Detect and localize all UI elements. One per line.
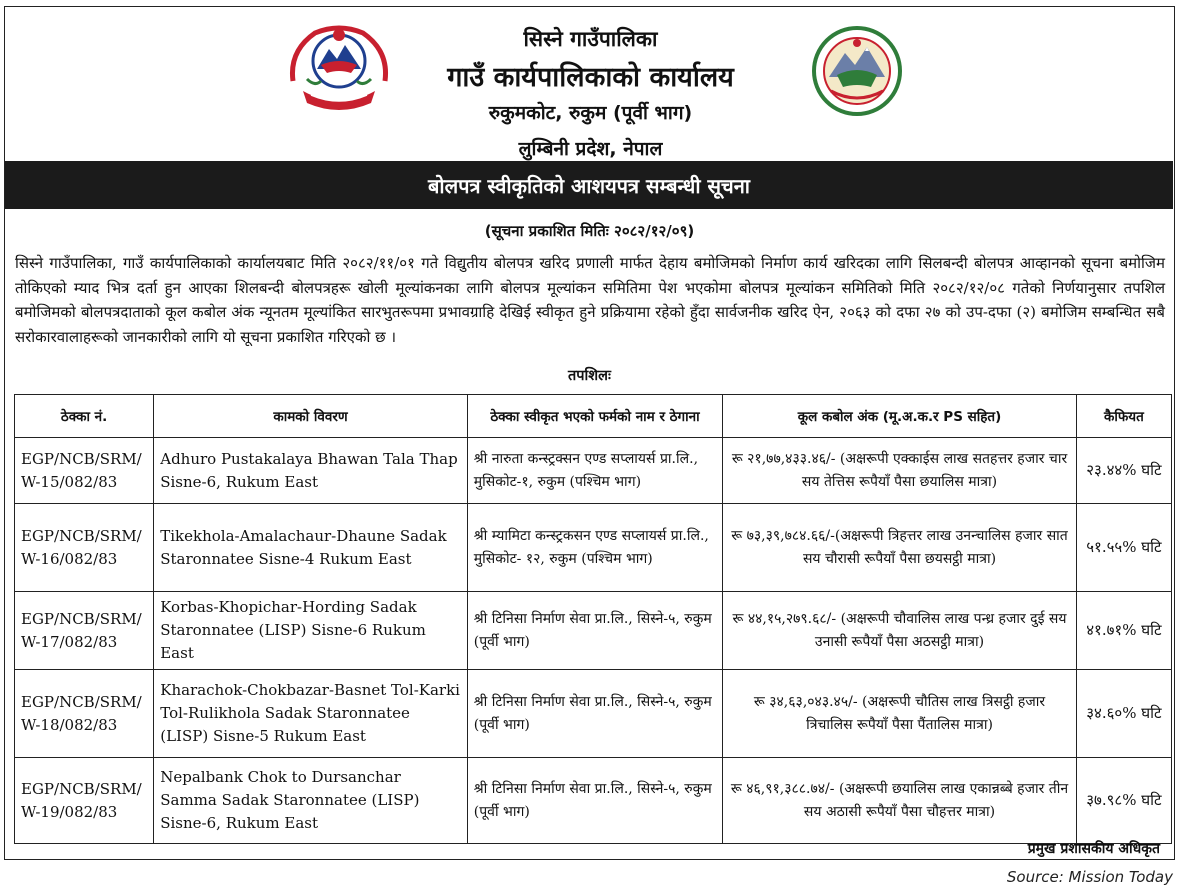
notice-body: सिस्ने गाउँपालिका, गाउँ कार्यपालिकाको कार्यालयबाट मिति २०८२/११/०१ गते विद्युतीय बोलपत्र खरिद प्रणाली मार्फत देहाय बमोजिमको निर्माण कार्य खरिदका लागि सिलबन्दी बोलपत्र आव्हानको सूचना बमोजिम तोकिएको म्याद भित्र दर्ता हुन आएका शिलबन्दी बोलपत्रहरू खोली मूल्यांकनका लागि बोलपत्र मूल्यांकन समितिमा पेश भएकोमा बोलपत्र मूल्यांकन समितिको मिति २०८२/१२/०८ गतेको निर्णयानुसार तपशिल बमोजिमको बोलपत्रदाताको कूल कबोल अंक न्यूनतम मूल्यांकित सारभुतरूपमा प्रभावग्राहि देखिई स्वीकृत हुने प्रक्रियामा रहेको हुँदा सार्वजनीक खरिद ऐन, २०६३ को दफा २७ को उप-दफा (२) बमोजिम सम्बन्धित सबै सरोकारवालाहरूको जानकारीको लागि यो सूचना प्रकाशित गरिएको छ ।	[15, 254, 1165, 346]
notice-title-banner	[5, 161, 1173, 209]
cell-work: Adhuro Pustakalaya Bhawan Tala Thap Sisne-6, Rukum East	[154, 438, 468, 504]
cell-contract-no: EGP/NCB/SRM/ W-17/082/83	[15, 592, 154, 670]
header-contract-no: ठेक्का नं.	[15, 395, 154, 438]
cell-firm: श्री टिनिसा निर्माण सेवा प्रा.लि., सिस्ने-५, रुकुम (पूर्वी भाग)	[467, 592, 722, 670]
office-name: गाउँ कार्यपालिकाको कार्यालय	[447, 62, 734, 93]
signatory-title: प्रमुख प्रशासकीय अधिकृत	[1027, 841, 1160, 857]
notice-frame	[4, 6, 1175, 860]
table-row	[15, 504, 1172, 592]
contract-table	[14, 394, 1172, 844]
cell-work: Nepalbank Chok to Dursanchar Samma Sadak Staronnatee (LISP) Sisne-6, Rukum East	[154, 758, 468, 844]
cell-contract-no: EGP/NCB/SRM/ W-18/082/83	[15, 670, 154, 758]
cell-firm: श्री टिनिसा निर्माण सेवा प्रा.लि., सिस्ने-५, रुकुम (पूर्वी भाग)	[467, 758, 722, 844]
table-row	[15, 670, 1172, 758]
header-amount: कूल कबोल अंक (मू.अ.क.र PS सहित)	[723, 395, 1077, 438]
cell-contract-no: EGP/NCB/SRM/ W-15/082/83	[15, 438, 154, 504]
cell-remarks: ३७.९८% घटि	[1076, 758, 1171, 844]
cell-amount: रू ३४,६३,०४३.४५/- (अक्षरूपी चौतिस लाख त्रिसट्ठी हजार त्रिचालिस रूपैयाँ पैसा पैंतालिस मात्रा)	[723, 670, 1077, 758]
municipality-name: सिस्ने गाउँपालिका	[523, 27, 658, 51]
notice-title: बोलपत्र स्वीकृतिको आशयपत्र सम्बन्धी सूचना	[428, 173, 750, 198]
table-row	[15, 592, 1172, 670]
header-remarks: कैफियत	[1076, 395, 1171, 438]
cell-amount: रू ७३,३९,७८४.६६/-(अक्षरूपी त्रिहत्तर लाख उनन्चालिस हजार सात सय चौरासी रूपैयाँ पैसा छयसट्ठी मात्रा)	[723, 504, 1077, 592]
sisne-rural-municipality-seal-icon	[811, 25, 903, 117]
cell-amount: रू ४६,९१,३८८.७४/- (अक्षरूपी छयालिस लाख एकान्नब्बे हजार तीन सय अठासी रूपैयाँ पैसा चौहत्तर मात्रा)	[723, 758, 1077, 844]
source-credit: Source: Mission Today	[1006, 868, 1173, 886]
cell-firm: श्री नारुता कन्स्ट्रक्सन एण्ड सप्लायर्स प्रा.लि., मुसिकोट-१, रुकुम (पश्चिम भाग)	[467, 438, 722, 504]
cell-work: Korbas-Khopichar-Hording Sadak Staronnatee (LISP) Sisne-6 Rukum East	[154, 592, 468, 670]
header-firm: ठेक्का स्वीकृत भएको फर्मको नाम र ठेगाना	[467, 395, 722, 438]
notice-header	[5, 7, 1176, 165]
cell-firm: श्री टिनिसा निर्माण सेवा प्रा.लि., सिस्ने-५, रुकुम (पूर्वी भाग)	[467, 670, 722, 758]
header-work: कामको विवरण	[154, 395, 468, 438]
cell-remarks: ४१.७१% घटि	[1076, 592, 1171, 670]
table-header-row	[15, 395, 1172, 438]
cell-amount: रू ४४,१५,२७९.६८/- (अक्षरूपी चौवालिस लाख पन्ध्र हजार दुई सय उनासी रूपैयाँ पैसा अठसट्ठी मात्रा)	[723, 592, 1077, 670]
table-row	[15, 438, 1172, 504]
cell-contract-no: EGP/NCB/SRM/ W-16/082/83	[15, 504, 154, 592]
cell-firm: श्री म्यामिटा कन्स्ट्रकसन एण्ड सप्लायर्स प्रा.लि., मुसिकोट- १२, रुकुम (पश्चिम भाग)	[467, 504, 722, 592]
cell-remarks: ३४.६०% घटि	[1076, 670, 1171, 758]
province-country: लुम्बिनी प्रदेश, नेपाल	[518, 138, 663, 160]
details-label: तपशिलः	[568, 368, 611, 384]
cell-contract-no: EGP/NCB/SRM/ W-19/082/83	[15, 758, 154, 844]
cell-work: Tikekhola-Amalachaur-Dhaune Sadak Staronnatee Sisne-4 Rukum East	[154, 504, 468, 592]
published-date: (सूचना प्रकाशित मितिः २०८२/१२/०९)	[484, 222, 695, 240]
cell-remarks: ५१.५५% घटि	[1076, 504, 1171, 592]
table-row	[15, 758, 1172, 844]
cell-work: Kharachok-Chokbazar-Basnet Tol-Karki Tol-Rulikhola Sadak Staronnatee (LISP) Sisne-5 Rukum East	[154, 670, 468, 758]
office-address: रुकुमकोट, रुकुम (पूर्वी भाग)	[488, 102, 693, 124]
cell-remarks: २३.४४% घटि	[1076, 438, 1171, 504]
cell-amount: रू २१,७७,४३३.४६/- (अक्षरूपी एक्काईस लाख सतहत्तर हजार चार सय तेत्तिस रूपैयाँ पैसा छयालिस मात्रा)	[723, 438, 1077, 504]
